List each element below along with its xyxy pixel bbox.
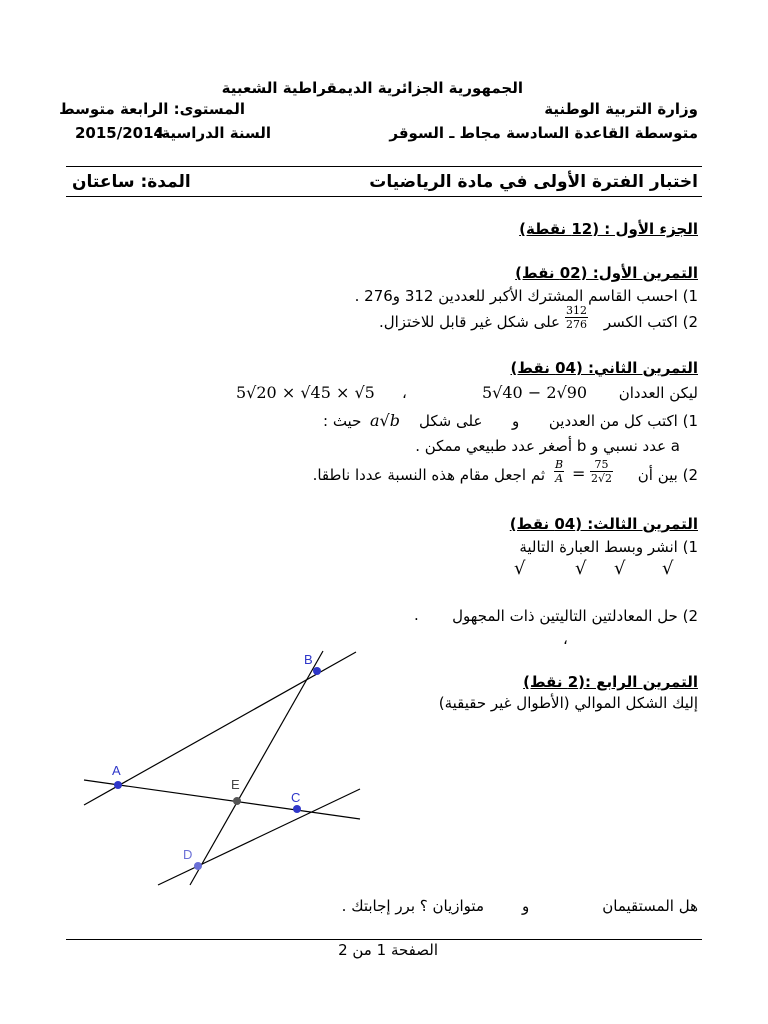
- label-d: D: [183, 847, 193, 862]
- ex2-ratio: [554, 458, 564, 485]
- ex2-q2-end: ثم اجعل مقام هذه النسبة عددا ناطقا.: [312, 466, 545, 484]
- ex4-question-start: هل المستقيمان: [602, 897, 698, 915]
- ex3-q2-comma: ،: [563, 630, 568, 648]
- point-d: [194, 862, 202, 870]
- ex1-fraction-num: 312: [566, 304, 587, 317]
- geometry-figure: [70, 645, 370, 890]
- label-c: C: [291, 790, 301, 805]
- school-label: متوسطة القاعدة السادسة مجاط ـ السوقر: [389, 124, 698, 142]
- level-label: المستوى: الرابعة متوسط: [59, 100, 245, 118]
- line-ac: [84, 780, 360, 819]
- ex3-sqrt-1: √: [514, 558, 526, 579]
- header-divider-bottom: [66, 196, 702, 197]
- year-value: 2015/2014: [75, 124, 164, 142]
- ex4-question-and: و: [522, 897, 530, 915]
- duration-label: المدة: ساعتان: [72, 172, 191, 192]
- ex2-expr-a: 5√40 − 2√90: [482, 383, 588, 402]
- line-db: [190, 651, 323, 885]
- label-e: E: [231, 777, 240, 792]
- ex1-fraction: [565, 304, 588, 331]
- ex4-question-end: متوازيان ؟ برر إجابتك .: [341, 897, 484, 915]
- exam-title: اختبار الفترة الأولى في مادة الرياضيات: [369, 172, 698, 192]
- ex4-intro: إليك الشكل الموالي (الأطوال غير حقيقية): [438, 694, 698, 712]
- ex3-sqrt-4: √: [662, 558, 674, 579]
- ex2-q2-start: 2) بين أن: [637, 466, 698, 484]
- header-divider-top: [66, 166, 702, 167]
- line-dc: [158, 789, 360, 885]
- ex3-sqrt-3: √: [614, 558, 626, 579]
- point-b: [313, 667, 321, 675]
- ex3-q2-dot: .: [414, 606, 419, 624]
- ex1-heading: التمرين الأول: (02 نقط): [515, 264, 698, 282]
- ex2-rhs-num: 75: [590, 458, 613, 472]
- ex1-q2-start: 2) اكتب الكسر: [603, 313, 698, 331]
- ex2-q1-start: 1) اكتب كل من العددين: [548, 412, 698, 430]
- part1-heading: الجزء الأول : (12 نقطة): [519, 220, 698, 238]
- ex3-q1: 1) انشر وبسط العبارة التالية: [519, 538, 698, 556]
- ex3-sqrt-2: √: [575, 558, 587, 579]
- ex1-q1: 1) احسب القاسم المشترك الأكبر للعددين 312 و276 .: [354, 287, 698, 305]
- ex2-equals: =: [572, 464, 586, 483]
- ex3-q2: 2) حل المعادلتين التاليتين ذات المجهول: [452, 607, 698, 625]
- ex2-ratio-den: A: [555, 472, 564, 485]
- ex2-ratio-num: B: [555, 458, 564, 471]
- page-number: الصفحة 1 من 2: [338, 941, 438, 959]
- line-ab: [84, 652, 356, 805]
- point-c: [293, 805, 301, 813]
- label-b: B: [304, 652, 313, 667]
- ex2-expr-b: 5√20 × √45 × √5: [236, 383, 375, 402]
- ex2-condition: a عدد نسبي و b أصغر عدد طبيعي ممكن .: [415, 437, 680, 455]
- ex2-form: a√b: [370, 411, 400, 430]
- year-label: السنة الدراسية:: [155, 124, 271, 142]
- ex2-rhs: [590, 458, 613, 485]
- ex3-heading: التمرين الثالث: (04 نقط): [509, 515, 698, 533]
- ex4-heading: التمرين الرابع :(2 نقط): [523, 673, 698, 691]
- ex1-q2-end: على شكل غير قابل للاختزال.: [378, 313, 560, 331]
- ex1-fraction-den: 276: [566, 318, 587, 331]
- ex2-where: حيث :: [323, 412, 362, 430]
- point-a: [114, 781, 122, 789]
- ex2-heading: التمرين الثاني: (04 نقط): [510, 359, 698, 377]
- ex2-rhs-den: 2√2: [591, 472, 613, 485]
- label-a: A: [112, 763, 121, 778]
- footer-divider: [66, 939, 702, 940]
- ex2-intro: ليكن العددان: [618, 384, 698, 402]
- ministry-label: وزارة التربية الوطنية: [544, 100, 698, 118]
- ex2-comma: ،: [402, 384, 407, 402]
- ex2-q1-and: و: [512, 412, 520, 430]
- point-e: [233, 797, 241, 805]
- republic-title: الجمهورية الجزائرية الديمقراطية الشعبية: [221, 79, 523, 97]
- ex2-q1-form-label: على شكل: [419, 412, 483, 430]
